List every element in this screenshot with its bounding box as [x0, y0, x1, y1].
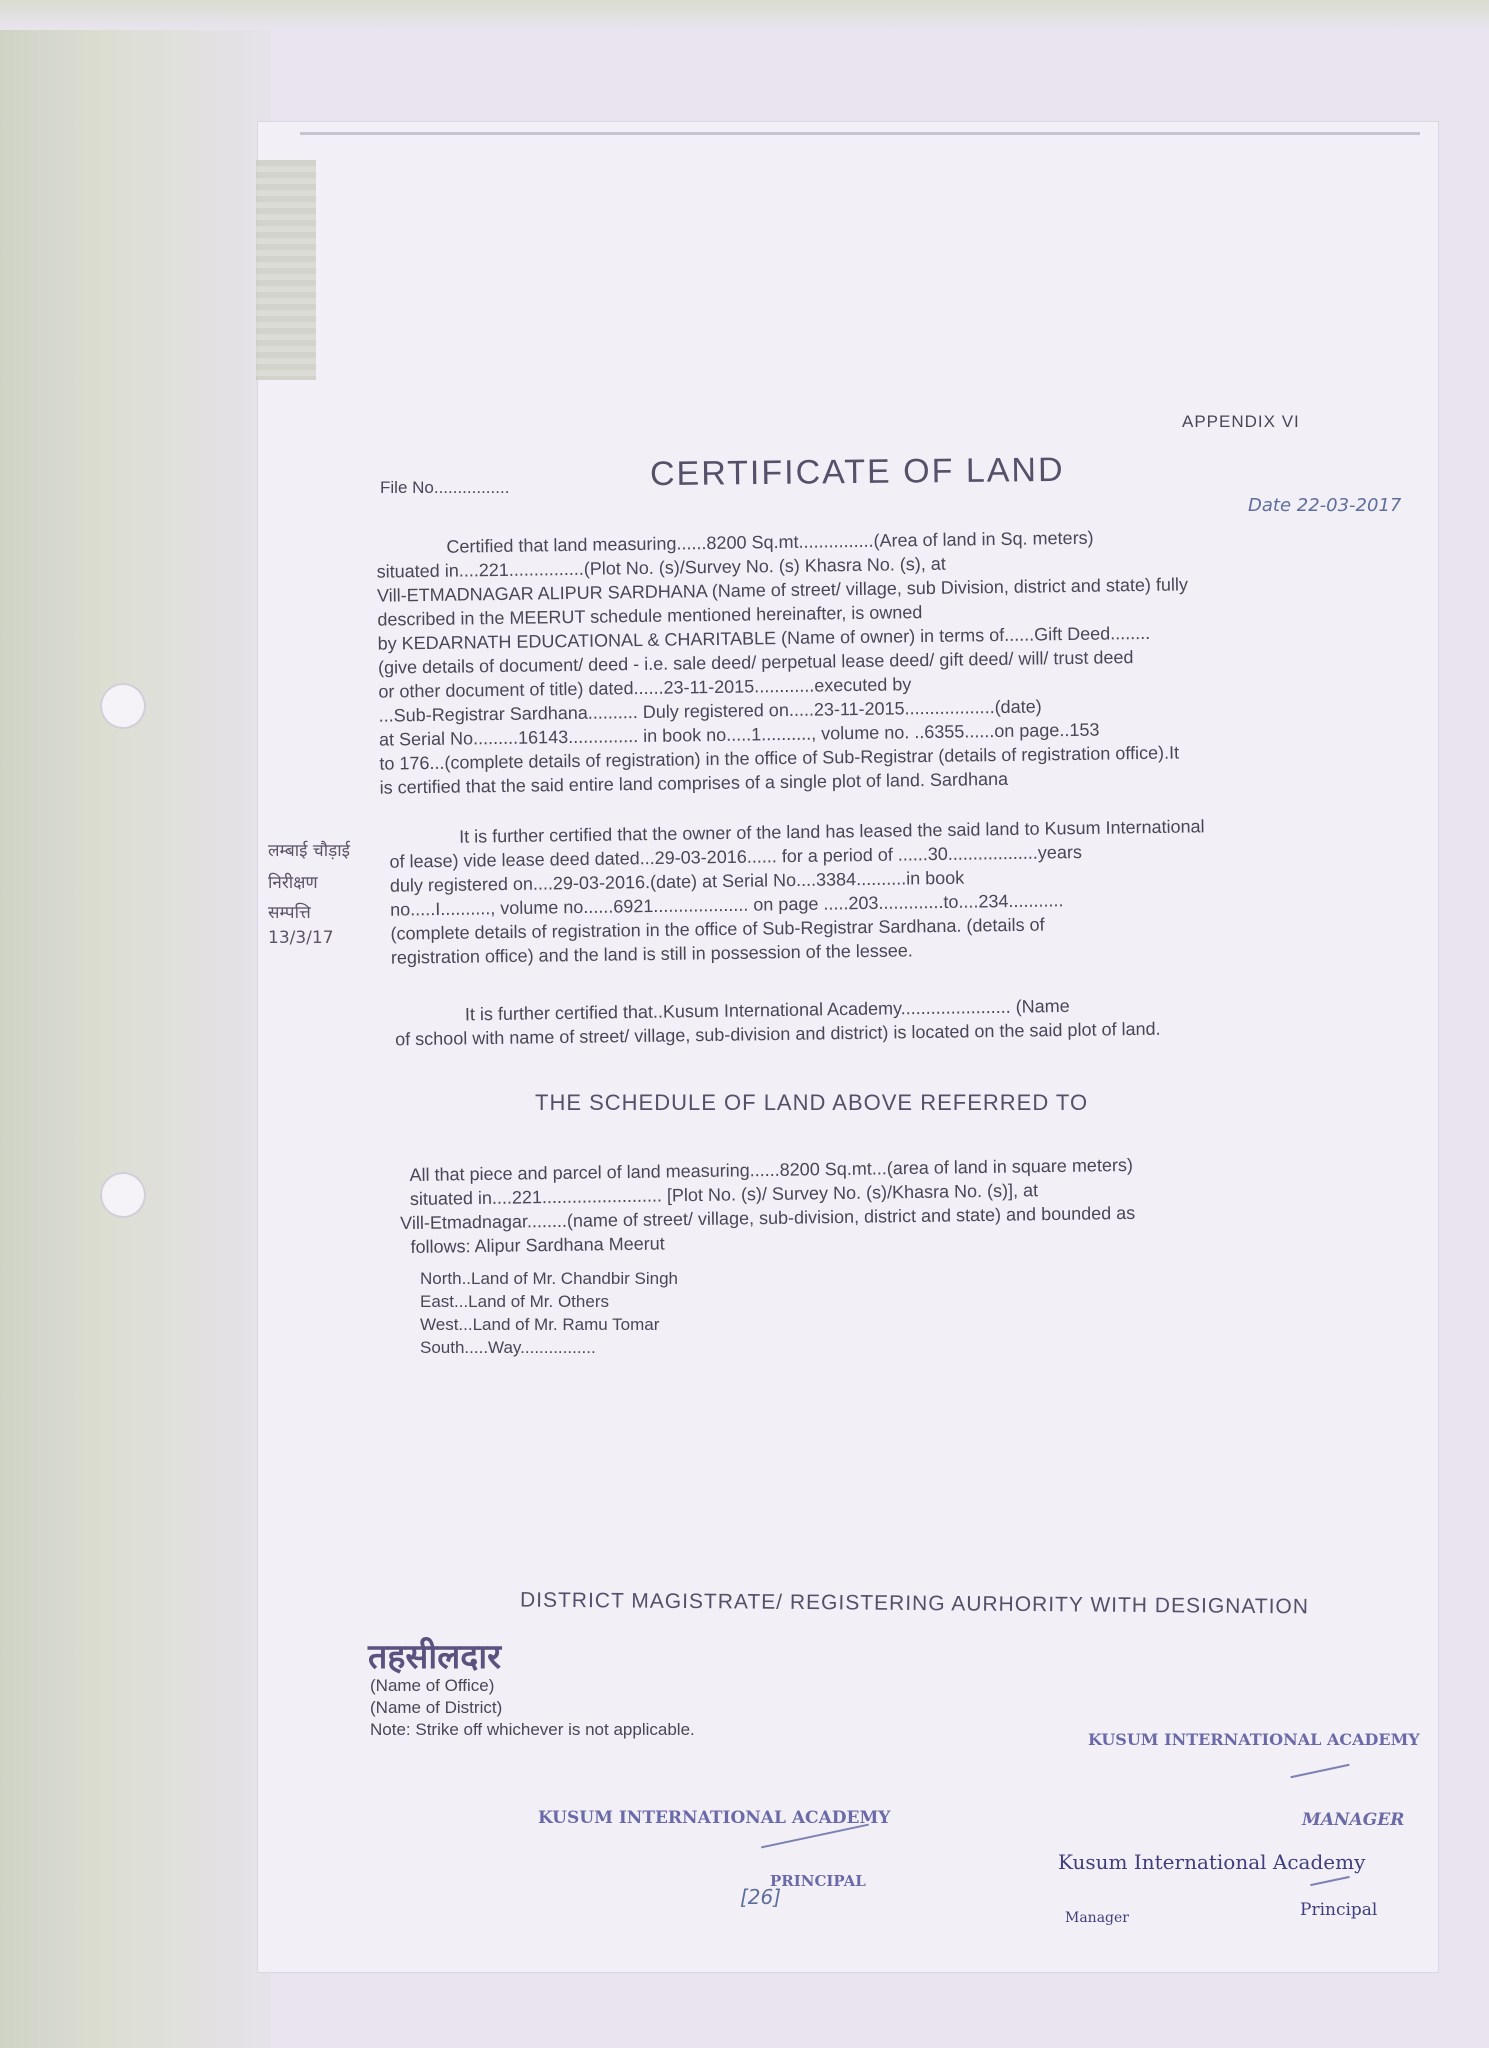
authority-title: DISTRICT MAGISTRATE/ REGISTERING AURHORITY WITH DESIGNATION [519, 1588, 1310, 1619]
boundaries [420, 1267, 678, 1359]
text-line: duly registered on....29-03-2016.(date) at Serial No....3384..........in book [389, 867, 965, 896]
text-line: ...Sub-Registrar Sardhana.......... Duly registered on.....23-11-2015..................(date) [378, 696, 1042, 726]
sheet-fold-line [300, 132, 1420, 135]
text-line: to 176...(complete details of registration) in the office of Sub-Registrar (details of registration office).It [379, 742, 1180, 774]
text-line: Vill-ETMADNAGAR ALIPUR SARDHANA (Name of street/ village, sub Division, district and state) fully [376, 574, 1189, 606]
footer-lines [370, 1675, 695, 1741]
text-line: described in the MEERUT schedule mentioned hereinafter, is owned [377, 602, 923, 630]
margin-note: 13/3/17 [268, 928, 334, 948]
seal-manager: KUSUM INTERNATIONAL ACADEMY [1088, 1730, 1420, 1749]
punch-hole [100, 683, 146, 729]
paragraph-schedule [399, 1153, 1135, 1259]
certificate-date: Date 22-03-2017 [1248, 495, 1402, 516]
paragraph-certification [376, 524, 1191, 799]
text-line: by KEDARNATH EDUCATIONAL & CHARITABLE (Name of owner) in terms of......Gift Deed........ [377, 622, 1151, 654]
name-of-district: (Name of District) [370, 1698, 503, 1717]
punch-hole [100, 1172, 146, 1218]
text-line: (give details of document/ deed - i.e. sale deed/ perpetual lease deed/ gift deed/ will/ trust deed [377, 647, 1134, 678]
text-line: situated in....221........................ [Plot No. (s)/ Survey No. (s)/Khasra No. (s)], at [409, 1180, 1039, 1209]
stamp-principal: Principal [1300, 1900, 1378, 1920]
scan-edge [0, 0, 270, 2048]
text-line: It is further certified that the owner of the land has leased the said land to Kusum International [459, 816, 1205, 847]
seal-manager-role: MANAGER [1302, 1810, 1405, 1830]
boundary-west: West...Land of Mr. Ramu Tomar [420, 1315, 660, 1334]
text-line: is certified that the said entire land comprises of a single plot of land. Sardhana [379, 768, 1009, 798]
text-line: or other document of title) dated......23-11-2015............executed by [378, 674, 912, 702]
text-line: Vill-Etmadnagar........(name of street/ village, sub-division, district and state) and bounded as [400, 1202, 1136, 1234]
margin-note: लम्बाई चौड़ाई [268, 841, 350, 861]
text-line: It is further certified that..Kusum International Academy...................... (Name [464, 995, 1070, 1025]
name-of-office: (Name of Office) [370, 1676, 495, 1695]
text-line: no.....I.........., volume no......6921................... on page .....203.............to....234........... [390, 890, 1064, 920]
stamp-manager: Manager [1065, 1910, 1129, 1926]
seal-principal-role: PRINCIPAL [770, 1872, 866, 1890]
page-title: CERTIFICATE OF LAND [649, 450, 1065, 494]
tehsildar-stamp: तहसीलदार [368, 1637, 502, 1677]
text-line: Certified that land measuring......8200 Sq.mt...............(Area of land in Sq. meters) [446, 527, 1094, 557]
text-line: registration office) and the land is still in possession of the lessee. [390, 940, 913, 968]
text-line: (complete details of registration in the office of Sub-Registrar Sardhana. (details of [390, 914, 1045, 944]
text-line: situated in....221...............(Plot No. (s)/Survey No. (s) Khasra No. (s), at [376, 553, 946, 582]
margin-note: निरीक्षण [268, 873, 318, 893]
page-number: [26] [740, 1885, 782, 1909]
boundary-south: South.....Way................ [420, 1338, 596, 1357]
text-line: of lease) vide lease deed dated...29-03-2016...... for a period of ......30..................years [389, 842, 1083, 872]
text-line: of school with name of street/ village, sub-division and district) is located on the said plot of land. [395, 1018, 1161, 1050]
stamp-paper-edge [256, 160, 316, 380]
text-line: at Serial No.........16143.............. in book no.....1.........., volume no. ..6355......on page..153 [378, 719, 1100, 750]
file-number: File No................ [380, 478, 510, 497]
boundary-north: North..Land of Mr. Chandbir Singh [420, 1269, 678, 1288]
paragraph-lease [389, 814, 1206, 969]
boundary-east: East...Land of Mr. Others [420, 1292, 609, 1311]
seal-principal: KUSUM INTERNATIONAL ACADEMY [538, 1808, 891, 1828]
text-line: follows: Alipur Sardhana Meerut [410, 1233, 665, 1257]
scan-edge-top [0, 0, 1489, 30]
margin-note: सम्पत्ति [268, 903, 311, 923]
footer-note: Note: Strike off whichever is not applicable. [370, 1720, 695, 1739]
appendix-label: APPENDIX VI [1182, 412, 1300, 431]
text-line: All that piece and parcel of land measuring......8200 Sq.mt...(area of land in square meters) [409, 1154, 1134, 1185]
academy-stamp: Kusum International Academy [1058, 1850, 1366, 1874]
schedule-title: THE SCHEDULE OF LAND ABOVE REFERRED TO [535, 1090, 1089, 1115]
